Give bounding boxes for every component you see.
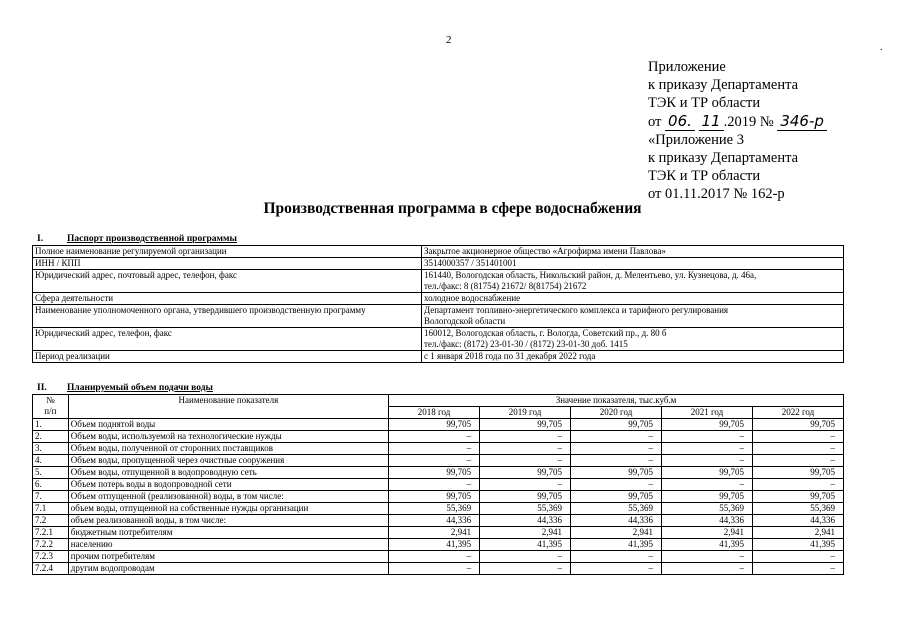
row-value: 99,705 [389,467,480,479]
passport-value: Департамент топливно-энергетического комплекса и тарифного регулирования [424,305,729,315]
row-name: Объем отпущенной (реализованной) воды, в том числе: [68,491,388,503]
date-prefix: от [648,114,662,130]
row-value: – [752,455,843,467]
passport-value: с 1 января 2018 года по 31 декабря 2022 года [422,351,844,363]
passport-value-cell [422,328,844,351]
row-value: 99,705 [480,467,571,479]
document-title: Производственная программа в сфере водоснабжения [263,200,642,217]
section-number: I. [37,234,44,244]
row-value: – [480,479,571,491]
passport-value-cell [422,270,844,293]
row-value: 99,705 [752,491,843,503]
table-row [33,527,844,539]
row-name: объем реализованной воды, в том числе: [68,515,388,527]
row-value: 55,369 [752,503,843,515]
passport-value: тел./факс: (8172) 23-01-30 / (8172) 23-01-30 доб. 1415 [424,339,628,349]
passport-label: Юридический адрес, телефон, факс [33,328,422,351]
handwritten-day: 06. [665,112,695,131]
table-row [33,431,844,443]
row-value: 99,705 [571,491,662,503]
row-value: – [571,443,662,455]
row-name: объем воды, отпущенной на собственные нужды организации [68,503,388,515]
header-value: Значение показателя, тыс.куб.м [389,395,844,407]
row-value: – [389,431,480,443]
table-row [33,503,844,515]
row-value: – [389,563,480,575]
appendix-line: к приказу Департамента [648,150,799,166]
row-value: – [752,563,843,575]
appendix-line: Приложение [648,59,726,75]
row-value: 41,395 [480,539,571,551]
table-row [33,293,844,305]
row-value: 99,705 [752,467,843,479]
row-value: – [389,455,480,467]
row-value: – [662,551,753,563]
passport-value-cell [422,305,844,328]
table-row [33,270,844,293]
row-value: – [571,431,662,443]
passport-label: Полное наименование регулируемой организации [33,246,422,258]
table-body [33,419,844,575]
appendix-date-line [648,112,827,131]
row-value: 41,395 [752,539,843,551]
appendix-line: от 01.11.2017 № 162-р [648,186,785,202]
row-value: 55,369 [571,503,662,515]
row-name: Объем воды, полученной от сторонних поставщиков [68,443,388,455]
row-value: 55,369 [389,503,480,515]
section-title: Планируемый объем подачи воды [67,383,213,393]
row-value: – [480,455,571,467]
passport-value: холодное водоснабжение [422,293,844,305]
row-value: 99,705 [662,467,753,479]
appendix-line: к приказу Департамента [648,77,799,93]
table-row [33,479,844,491]
row-value: 99,705 [480,419,571,431]
row-value: 44,336 [480,515,571,527]
passport-label: ИНН / КПП [33,258,422,270]
row-number: 7.2.2 [33,539,69,551]
row-value: 44,336 [662,515,753,527]
table-row [33,491,844,503]
row-name: Объем воды, отпущенной в водопроводную сеть [68,467,388,479]
row-value: 44,336 [571,515,662,527]
passport-label: Период реализации [33,351,422,363]
row-value: 2,941 [480,527,571,539]
row-value: – [389,551,480,563]
row-value: – [571,563,662,575]
row-number: 7.2 [33,515,69,527]
appendix-block [648,58,827,203]
row-value: 2,941 [389,527,480,539]
passport-value: 3514000357 / 351401001 [422,258,844,270]
row-value: – [752,443,843,455]
row-value: – [480,443,571,455]
row-number: 7. [33,491,69,503]
table-row [33,419,844,431]
row-name: другим водопроводам [68,563,388,575]
row-value: – [389,479,480,491]
header-indicator-name: Наименование показателя [68,395,388,419]
row-name: Объем воды, пропущенной через очистные сооружения [68,455,388,467]
row-value: – [480,551,571,563]
section-2-heading [37,383,213,393]
row-name: прочим потребителям [68,551,388,563]
table-row [33,539,844,551]
header-number-sub: п/п [44,406,57,416]
table-row [33,351,844,363]
page-number: 2 [446,34,452,46]
table-row [33,551,844,563]
passport-label: Сфера деятельности [33,293,422,305]
header-number-cell [33,395,69,419]
row-value: 41,395 [662,539,753,551]
row-value: 99,705 [571,467,662,479]
row-value: – [662,443,753,455]
row-name: бюджетным потребителям [68,527,388,539]
passport-label: Юридический адрес, почтовый адрес, телефон, факс [33,270,422,293]
row-value: – [752,431,843,443]
passport-value: Вологодской области [424,316,506,326]
row-value: – [571,455,662,467]
row-number: 3. [33,443,69,455]
date-year: .2019 № [723,114,774,130]
row-value: 99,705 [662,419,753,431]
row-value: 99,705 [480,491,571,503]
passport-value: тел./факс: 8 (81754) 21672/ 8(81754) 21672 [424,281,587,291]
passport-value: Закрытое акционерное общество «Агрофирма имени Павлова» [422,246,844,258]
row-value: – [752,551,843,563]
table-row [33,455,844,467]
row-number: 4. [33,455,69,467]
section-number: II. [37,383,47,393]
table-row [33,467,844,479]
row-value: – [571,479,662,491]
header-year: 2021 год [662,407,753,419]
passport-table [32,245,844,363]
row-name: Объем воды, используемой на технологические нужды [68,431,388,443]
row-value: – [752,479,843,491]
page-mark: . [880,42,883,53]
handwritten-order-number: 346-р [777,112,827,131]
header-year: 2019 год [480,407,571,419]
row-value: – [662,431,753,443]
row-value: 41,395 [571,539,662,551]
row-value: 99,705 [662,491,753,503]
appendix-line: ТЭК и ТР области [648,95,761,111]
row-value: 41,395 [389,539,480,551]
row-value: – [571,551,662,563]
table-row [33,258,844,270]
row-number: 2. [33,431,69,443]
passport-value: 160012, Вологодская область, г. Вологда, Советский пр., д. 80 б [424,328,667,338]
table-row [33,305,844,328]
section-1-heading [37,234,237,244]
row-value: 2,941 [752,527,843,539]
row-name: населению [68,539,388,551]
row-value: – [480,563,571,575]
table-row [33,328,844,351]
row-name: Объем поднятой воды [68,419,388,431]
row-value: 55,369 [480,503,571,515]
row-value: 2,941 [571,527,662,539]
row-name: Объем потерь воды в водопроводной сети [68,479,388,491]
row-value: 99,705 [571,419,662,431]
row-value: 44,336 [389,515,480,527]
row-number: 1. [33,419,69,431]
row-number: 7.2.4 [33,563,69,575]
table-row [33,443,844,455]
appendix-line: ТЭК и ТР области [648,168,761,184]
row-value: 44,336 [752,515,843,527]
row-number: 6. [33,479,69,491]
row-number: 5. [33,467,69,479]
section-title: Паспорт производственной программы [67,234,237,244]
row-value: – [662,455,753,467]
table-row [33,515,844,527]
row-number: 7.1 [33,503,69,515]
row-number: 7.2.3 [33,551,69,563]
water-supply-table [32,394,844,575]
row-value: 99,705 [389,491,480,503]
row-value: 2,941 [662,527,753,539]
row-value: – [389,443,480,455]
header-year: 2022 год [752,407,843,419]
table-row [33,563,844,575]
header-year: 2020 год [571,407,662,419]
row-value: 99,705 [752,419,843,431]
row-number: 7.2.1 [33,527,69,539]
row-value: 99,705 [389,419,480,431]
passport-label: Наименование уполномоченного органа, утвердившего производственную программу [33,305,422,328]
row-value: – [662,479,753,491]
row-value: – [662,563,753,575]
row-value: 55,369 [662,503,753,515]
appendix-line: «Приложение 3 [648,132,744,148]
table-row [33,246,844,258]
passport-value: 161440, Вологодская область, Никольский район, д. Мелентьево, ул. Кузнецова, д. 46а, [424,270,757,280]
row-value: – [480,431,571,443]
header-year: 2018 год [389,407,480,419]
header-number: № [46,395,55,405]
handwritten-month: 11 [699,112,724,131]
table-header-row [33,395,844,407]
